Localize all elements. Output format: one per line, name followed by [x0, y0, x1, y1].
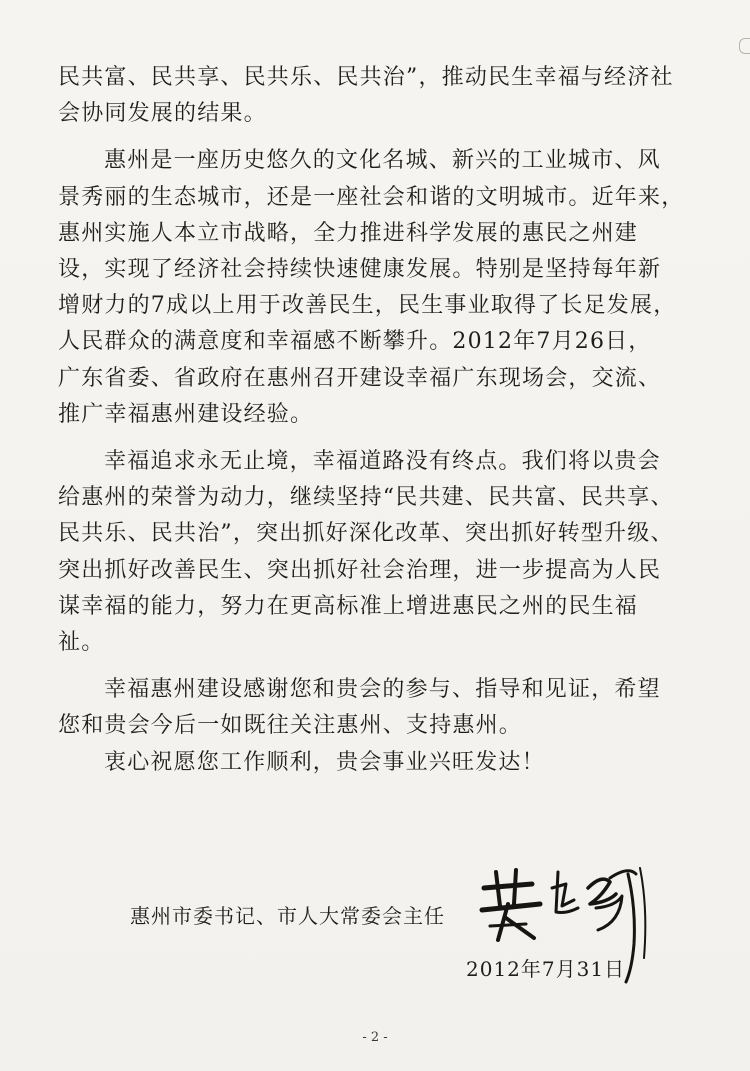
text-line: 民共富、民共享、民共乐、民共治”，推动民生幸福与经济社 [58, 65, 674, 90]
text-line: 突出抓好改善民生、突出抓好社会治理，进一步提高为人民 [58, 557, 662, 583]
signer-title: 惠州市委书记、市人大常委会主任 [130, 904, 445, 928]
page-number: - 2 - [362, 1030, 388, 1045]
text-line: 推广幸福惠州建设经验。 [58, 401, 314, 427]
text-line: 谋幸福的能力，努力在更高标准上增进惠民之州的民生福 [58, 593, 639, 619]
page-edge-mark [739, 38, 750, 54]
text-line: 设，实现了经济社会持续快速健康发展。特别是坚持每年新 [58, 257, 662, 283]
letter-date: 2012年7月31日 [466, 957, 626, 981]
text-line: 惠州是一座历史悠久的文化名城、新兴的工业城市、风 [104, 148, 661, 174]
text-line: 会协同发展的结果。 [58, 101, 267, 127]
text-line: 景秀丽的生态城市，还是一座社会和谐的文明城市。近年来， [58, 184, 685, 210]
text-line: 祉。 [58, 630, 105, 656]
text-line: 增财力的7成以上用于改善民生，民生事业取得了长足发展， [58, 293, 677, 319]
text-line: 衷心祝愿您工作顺利，贵会事业兴旺发达！ [104, 749, 545, 775]
text-line: 惠州实施人本立市战略，全力推进科学发展的惠民之州建 [58, 220, 639, 246]
text-line: 广东省委、省政府在惠州召开建设幸福广东现场会，交流、 [58, 365, 662, 391]
text-line: 给惠州的荣誉为动力，继续坚持“民共建、民共富、民共享、 [58, 485, 674, 511]
text-line: 人民群众的满意度和幸福感不断攀升。2012年7月26日， [58, 329, 652, 355]
text-line: 幸福追求永无止境，幸福道路没有终点。我们将以贵会 [104, 449, 661, 475]
text-line: 民共乐、民共治”，突出抓好深化改革、突出抓好转型升级、 [58, 521, 674, 547]
letter-body [58, 60, 698, 781]
text-line: 幸福惠州建设感谢您和贵会的参与、指导和见证，希望 [104, 677, 661, 703]
text-line: 您和贵会今后一如既往关注惠州、支持惠州。 [58, 713, 523, 739]
